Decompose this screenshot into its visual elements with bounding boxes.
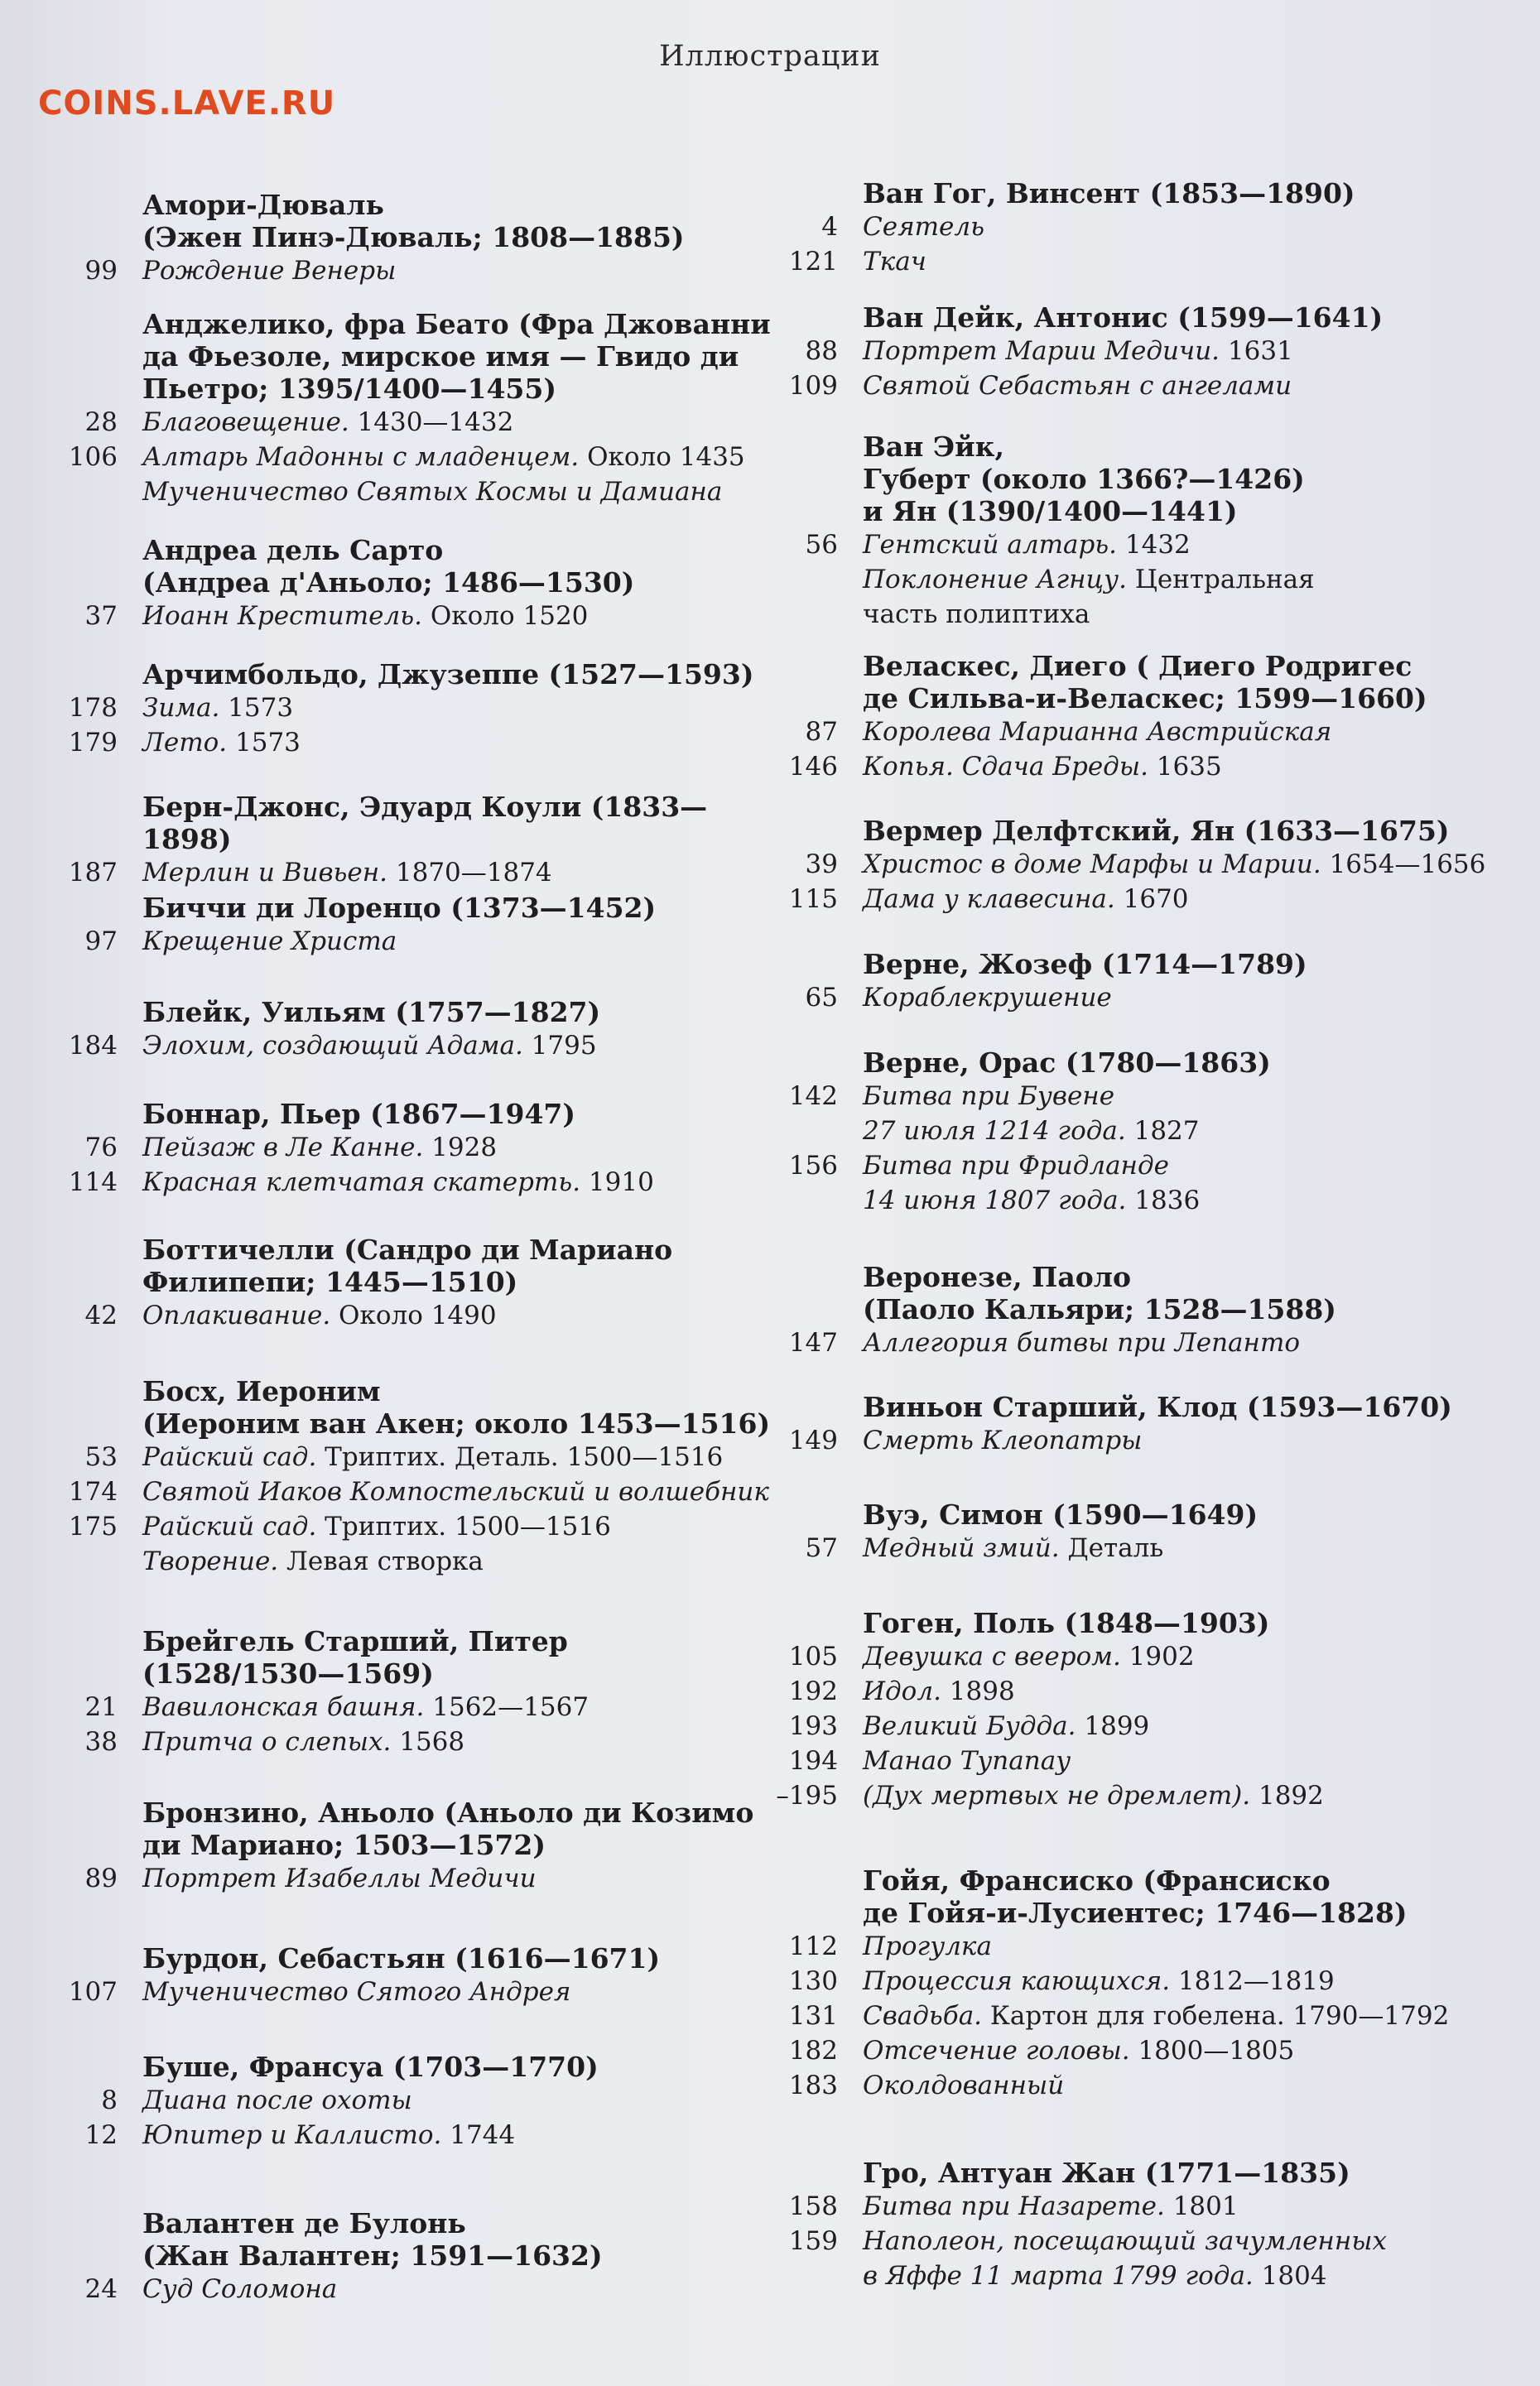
page-number: 76 (84, 1133, 118, 1162)
page-number: 187 (68, 858, 118, 888)
artist-entry (770, 1046, 1499, 1218)
artist-entry (770, 2157, 1499, 2293)
artist-entry (770, 1498, 1499, 1566)
work-row (50, 1298, 795, 1333)
work-date: 1430—1432 (349, 407, 514, 437)
work-row (50, 1861, 795, 1896)
artist-name: Веронезе, Паоло (Паоло Кальяри; 1528—1588) (863, 1261, 1336, 1325)
work-title: Мерлин и Вивьен. (142, 858, 388, 888)
work-text (142, 690, 293, 725)
page-number: 21 (84, 1692, 118, 1722)
work-date: 1928 (423, 1133, 498, 1162)
work-text (142, 1165, 654, 1200)
work-row (50, 474, 795, 509)
artist-entry (50, 2207, 795, 2307)
work-title: Девушка с веером. (863, 1642, 1121, 1672)
artist-name: Вуэ, Симон (1590—1649) (863, 1498, 1258, 1531)
work-title: Битва при Бувене 27 июля 1214 года. (863, 1081, 1126, 1146)
work-row (770, 209, 1499, 244)
work-row (50, 1440, 795, 1474)
work-title: Лето. (142, 728, 228, 758)
work-row (770, 1778, 1499, 1813)
work-text (863, 1778, 1324, 1813)
artist-entry (50, 308, 795, 509)
work-text (142, 1440, 723, 1474)
work-row (770, 1148, 1499, 1218)
artist-entry (770, 1607, 1499, 1813)
work-title: Битва при Назарете. (863, 2191, 1165, 2221)
artist-name: Верне, Орас (1780—1863) (863, 1046, 1271, 1079)
work-row (770, 882, 1499, 916)
work-row (770, 1744, 1499, 1778)
work-row (50, 1165, 795, 1200)
work-text (863, 1079, 1200, 1148)
artist-name: Анджелико, фра Беато (Фра Джованни да Фьезоле, мирское имя — Гвидо ди Пьетро; 1395/1400—1455) (142, 308, 771, 405)
work-date: 1800—1805 (1129, 2036, 1295, 2066)
work-row (50, 2118, 795, 2153)
artist-name: Гоген, Поль (1848—1903) (863, 1607, 1270, 1639)
work-row (50, 2272, 795, 2307)
work-title: (Дух мертвых не дремлет). (863, 1781, 1251, 1811)
work-date: 1631 (1220, 336, 1293, 366)
work-text (142, 725, 301, 760)
page-number: 53 (84, 1442, 118, 1472)
work-text (863, 1964, 1335, 1999)
work-title: Идол. (863, 1676, 941, 1706)
work-title: Манао Тупапау (863, 1746, 1071, 1776)
work-row (770, 1929, 1499, 1964)
page-number: 37 (84, 601, 118, 631)
work-date: Триптих. 1500—1516 (316, 1512, 611, 1542)
work-row (770, 1639, 1499, 1674)
work-title: Юпитер и Каллисто. (142, 2120, 442, 2150)
page-number: 146 (788, 752, 838, 782)
page-number: 192 (788, 1676, 838, 1706)
work-text (863, 527, 1191, 562)
artist-name: Веласкес, Диего ( Диего Родригес де Сильва-и-Веласкес; 1599—1660) (863, 650, 1427, 714)
work-row (770, 1999, 1499, 2033)
artist-name: Бронзино, Аньоло (Аньоло ди Козимо ди Мариано; 1503—1572) (142, 1797, 754, 1861)
work-text (863, 2033, 1294, 2068)
work-row (770, 334, 1499, 368)
work-row (50, 1509, 795, 1544)
work-text (142, 1028, 597, 1063)
artist-entry (770, 177, 1499, 279)
work-text (142, 924, 397, 959)
work-row (770, 2068, 1499, 2103)
page-number: 182 (788, 2036, 838, 2066)
page-number: 12 (84, 2120, 118, 2150)
work-text (863, 2189, 1239, 2224)
work-title: Христос в доме Марфы и Марии. (863, 849, 1321, 879)
artist-entry (50, 1797, 795, 1896)
artist-entry (770, 1864, 1499, 2103)
work-title: Пейзаж в Ле Канне. (142, 1133, 424, 1162)
artist-name: Брейгель Старший, Питер (1528/1530—1569) (142, 1625, 568, 1690)
work-text (863, 1674, 1015, 1709)
work-text (142, 2272, 337, 2307)
page-number: 28 (84, 407, 118, 437)
work-date: 1795 (522, 1031, 597, 1061)
work-date: 1654—1656 (1321, 849, 1486, 879)
artist-entry (50, 1625, 795, 1759)
work-title: Мученичество Сятого Андрея (142, 1977, 571, 2007)
work-text (863, 1423, 1142, 1458)
work-title: Диана после охоты (142, 2085, 412, 2115)
work-row (770, 562, 1499, 632)
artist-entry (770, 948, 1499, 1015)
work-text (142, 599, 588, 633)
work-date: Триптих. Деталь. 1500—1516 (316, 1442, 724, 1472)
work-title: Притча о слепых. (142, 1727, 392, 1757)
work-title: Благовещение. (142, 407, 349, 437)
work-text (863, 1929, 992, 1964)
work-date: 1892 (1250, 1781, 1324, 1811)
work-title: Иоанн Креститель. (142, 601, 422, 631)
artist-entry (770, 1261, 1499, 1360)
page-number: 99 (84, 256, 118, 286)
work-row (770, 714, 1499, 749)
work-text (142, 440, 745, 474)
work-row (50, 253, 795, 288)
work-row (50, 725, 795, 760)
work-title: Райский сад. (142, 1442, 317, 1472)
work-text (142, 1725, 464, 1759)
work-date: 1827 (1125, 1116, 1200, 1146)
work-title: Вавилонская башня. (142, 1692, 425, 1722)
work-title: Прогулка (863, 1931, 992, 1961)
work-text (863, 1709, 1149, 1744)
work-date: Левая створка (278, 1547, 484, 1576)
artist-entry (50, 1375, 795, 1579)
work-date: 1573 (219, 693, 294, 723)
work-text (142, 2083, 412, 2118)
work-title: Зима. (142, 693, 220, 723)
page-number: 57 (805, 1533, 838, 1563)
work-title: Гентский алтарь. (863, 530, 1118, 560)
page-number: 24 (84, 2274, 118, 2304)
work-text (142, 1509, 611, 1544)
work-date: 1898 (941, 1676, 1015, 1706)
work-row (50, 1474, 795, 1509)
work-title: Мученичество Святых Космы и Дамиана (142, 477, 723, 507)
page-number: 142 (788, 1081, 838, 1111)
work-text (863, 368, 1292, 403)
page-number: 121 (788, 247, 838, 277)
work-date: 1801 (1164, 2191, 1239, 2221)
artist-name: Берн-Джонс, Эдуард Коули (1833—1898) (142, 791, 708, 855)
work-row (770, 2189, 1499, 2224)
artist-entry (50, 2051, 795, 2153)
artist-entry (770, 815, 1499, 916)
work-row (50, 1690, 795, 1725)
work-text (142, 1861, 537, 1896)
work-title: Поклонение Агнцу. (863, 565, 1127, 594)
work-date: 1635 (1148, 752, 1222, 782)
page-number: 88 (805, 336, 838, 366)
work-title: Элохим, создающий Адама. (142, 1031, 523, 1061)
work-row (770, 980, 1499, 1015)
page-number: 109 (788, 371, 838, 401)
artist-entry (50, 996, 795, 1063)
work-text (863, 2224, 1387, 2293)
page-number: 89 (84, 1864, 118, 1893)
work-text (142, 474, 722, 509)
work-title: Королева Марианна Австрийская (863, 717, 1332, 747)
work-title: Кораблекрушение (863, 983, 1112, 1013)
work-text (142, 1975, 570, 2009)
page-number: 149 (788, 1426, 838, 1455)
work-title: Райский сад. (142, 1512, 317, 1542)
work-title: Битва при Фридланде 14 июня 1807 года. (863, 1151, 1169, 1215)
artist-entry (50, 189, 795, 288)
work-date: 1870—1874 (387, 858, 552, 888)
work-date: 1812—1819 (1170, 1966, 1335, 1996)
work-title: Алтарь Мадонны с младенцем. (142, 442, 580, 472)
work-text (863, 1531, 1163, 1566)
work-date: Около 1520 (422, 601, 589, 631)
work-title: Суд Соломона (142, 2274, 338, 2304)
artist-name: Гро, Антуан Жан (1771—1835) (863, 2157, 1350, 2189)
work-text (863, 980, 1112, 1015)
work-date: Картон для гобелена. 1790—1792 (982, 2001, 1450, 2031)
work-row (770, 749, 1499, 784)
work-row (770, 2224, 1499, 2293)
work-title: Свадьба. (863, 2001, 983, 2031)
page-number: 194 (788, 1746, 838, 1776)
work-text (863, 562, 1315, 632)
work-row (770, 1709, 1499, 1744)
artist-name: Биччи ди Лоренцо (1373—1452) (142, 892, 657, 924)
artist-name: Гойя, Франсиско (Франсиско де Гойя-и-Лусиентес; 1746—1828) (863, 1864, 1408, 1929)
work-row (50, 924, 795, 959)
artist-name: Блейк, Уильям (1757—1827) (142, 996, 601, 1028)
work-date: 1836 (1126, 1186, 1201, 1215)
work-row (50, 1725, 795, 1759)
work-text (863, 1639, 1195, 1674)
page-number: –195 (776, 1781, 838, 1811)
page-number: 112 (788, 1931, 838, 1961)
work-row (770, 1423, 1499, 1458)
artist-name: Боттичелли (Сандро ди Мариано Филипепи; 1445—1510) (142, 1234, 673, 1298)
page-number: 56 (805, 530, 838, 560)
artist-entry (50, 1942, 795, 2009)
work-row (770, 847, 1499, 882)
work-row (770, 1674, 1499, 1709)
page-number: 107 (68, 1977, 118, 2007)
work-title: Великий Будда. (863, 1711, 1076, 1741)
artist-name: Валантен де Булонь (Жан Валантен; 1591—1632) (142, 2207, 603, 2272)
page-number: 4 (821, 212, 838, 242)
artist-name: Ван Гог, Винсент (1853—1890) (863, 177, 1355, 209)
work-text (863, 1999, 1449, 2033)
artist-entry (50, 892, 795, 959)
work-row (50, 855, 795, 890)
work-title: Портрет Марии Медичи. (863, 336, 1220, 366)
page-number: 179 (68, 728, 118, 758)
work-row (50, 690, 795, 725)
artist-entry (50, 1234, 795, 1333)
artist-entry (50, 1098, 795, 1200)
work-text (863, 1744, 1071, 1778)
work-row (50, 1975, 795, 2009)
work-row (50, 2083, 795, 2118)
work-row (50, 440, 795, 474)
page-header: Иллюстрации (659, 40, 881, 73)
work-date: Около 1490 (330, 1301, 497, 1330)
work-date: Около 1435 (579, 442, 745, 472)
work-text (142, 1298, 497, 1333)
artist-name: Амори-Дюваль (Эжен Пинэ-Дюваль; 1808—1885) (142, 189, 685, 253)
work-title: Рождение Венеры (142, 256, 397, 286)
work-date: 1562—1567 (424, 1692, 590, 1722)
work-text (142, 855, 552, 890)
page-number: 193 (788, 1711, 838, 1741)
artist-name: Виньон Старший, Клод (1593—1670) (863, 1391, 1452, 1423)
work-title: Дама у клавесина. (863, 884, 1115, 914)
artist-name: Верне, Жозеф (1714—1789) (863, 948, 1307, 980)
artist-name: Ван Дейк, Антонис (1599—1641) (863, 301, 1384, 334)
work-text (863, 1325, 1300, 1360)
work-title: Аллегория битвы при Лепанто (863, 1328, 1301, 1358)
work-text (863, 244, 926, 279)
artist-name: Андреа дель Сарто (Андреа д'Аньоло; 1486—1530) (142, 534, 635, 599)
work-text (863, 2068, 1064, 2103)
page-number: 65 (805, 983, 838, 1013)
work-text (863, 714, 1331, 749)
page-number: 174 (68, 1477, 118, 1507)
work-text (142, 1130, 497, 1165)
page-number: 184 (68, 1031, 118, 1061)
artist-name: Вермер Делфтский, Ян (1633—1675) (863, 815, 1450, 847)
page-number: 114 (68, 1167, 118, 1197)
work-row (770, 1531, 1499, 1566)
artist-entry (50, 658, 795, 760)
work-date: 1573 (227, 728, 301, 758)
work-text (142, 1474, 769, 1509)
work-title: Ткач (863, 247, 926, 277)
work-title: Медный змий. (863, 1533, 1060, 1563)
work-text (863, 334, 1293, 368)
work-date: 1432 (1117, 530, 1191, 560)
work-text (863, 882, 1189, 916)
work-title: Отсечение головы. (863, 2036, 1130, 2066)
page-number: 175 (68, 1512, 118, 1542)
artist-entry (770, 301, 1499, 403)
work-date: Деталь (1059, 1533, 1164, 1563)
artist-name: Буше, Франсуа (1703—1770) (142, 2051, 599, 2083)
page-number: 42 (84, 1301, 118, 1330)
work-text (863, 749, 1222, 784)
work-title: Святой Иаков Компостельский и волшебник (142, 1477, 769, 1507)
artist-name: Бурдон, Себастьян (1616—1671) (142, 1942, 661, 1975)
page-number: 38 (84, 1727, 118, 1757)
work-date: 1902 (1120, 1642, 1195, 1672)
work-title: Оплакивание. (142, 1301, 331, 1330)
page-number: 105 (788, 1642, 838, 1672)
watermark: COINS.LAVE.RU (38, 84, 336, 123)
work-title: Наполеон, посещающий зачумленных в Яффе 11 марта 1799 года. (863, 2226, 1387, 2291)
work-row (770, 244, 1499, 279)
page-number: 183 (788, 2071, 838, 2100)
work-date: 1804 (1253, 2261, 1327, 2291)
work-title: Околдованный (863, 2071, 1065, 2100)
work-title: Смерть Клеопатры (863, 1426, 1143, 1455)
work-row (770, 368, 1499, 403)
artist-entry (770, 650, 1499, 784)
artist-entry (50, 791, 795, 890)
work-date: 1899 (1076, 1711, 1150, 1741)
work-title: Процессия кающихся. (863, 1966, 1171, 1996)
artist-name: Боннар, Пьер (1867—1947) (142, 1098, 575, 1130)
work-title: Творение. (142, 1547, 279, 1576)
artist-entry (50, 534, 795, 633)
page-number: 87 (805, 717, 838, 747)
artist-name: Ван Эйк, Губерт (около 1366?—1426) и Ян (1390/1400—1441) (863, 431, 1305, 527)
work-row (770, 1079, 1499, 1148)
work-row (770, 1325, 1499, 1360)
work-title: Крещение Христа (142, 926, 397, 956)
work-row (50, 1544, 795, 1579)
work-text (142, 1690, 589, 1725)
work-title: Портрет Изабеллы Медичи (142, 1864, 537, 1893)
work-title: Копья. Сдача Бреды. (863, 752, 1148, 782)
page-number: 39 (805, 849, 838, 879)
work-date: Центральная часть полиптиха (863, 565, 1315, 629)
work-row (770, 527, 1499, 562)
page-number: 147 (788, 1328, 838, 1358)
work-title: Сеятель (863, 212, 984, 242)
work-text (142, 405, 513, 440)
artist-name: Арчимбольдо, Джузеппе (1527—1593) (142, 658, 754, 690)
work-date: 1568 (391, 1727, 465, 1757)
artist-entry (770, 1391, 1499, 1458)
page-number: 159 (788, 2226, 838, 2256)
page-number: 131 (788, 2001, 838, 2031)
page-number: 8 (101, 2085, 118, 2115)
page-number: 158 (788, 2191, 838, 2221)
page-number: 97 (84, 926, 118, 956)
work-date: 1670 (1114, 884, 1189, 914)
work-text (863, 847, 1485, 882)
artist-entry (770, 431, 1499, 632)
work-text (863, 209, 984, 244)
work-text (142, 2118, 515, 2153)
work-row (50, 599, 795, 633)
work-text (863, 1148, 1200, 1218)
page-number: 115 (788, 884, 838, 914)
artist-name: Босх, Иероним (Иероним ван Акен; около 1453—1516) (142, 1375, 771, 1440)
work-row (770, 2033, 1499, 2068)
work-row (50, 405, 795, 440)
page-number: 106 (68, 442, 118, 472)
work-row (770, 1964, 1499, 1999)
work-row (50, 1130, 795, 1165)
work-date: 1744 (441, 2120, 516, 2150)
page-number: 130 (788, 1966, 838, 1996)
work-text (142, 253, 396, 288)
work-row (50, 1028, 795, 1063)
page-number: 156 (788, 1151, 838, 1181)
work-title: Красная клетчатая скатерть. (142, 1167, 581, 1197)
work-title: Святой Себастьян с ангелами (863, 371, 1292, 401)
work-date: 1910 (580, 1167, 654, 1197)
page-number: 178 (68, 693, 118, 723)
work-text (142, 1544, 484, 1579)
